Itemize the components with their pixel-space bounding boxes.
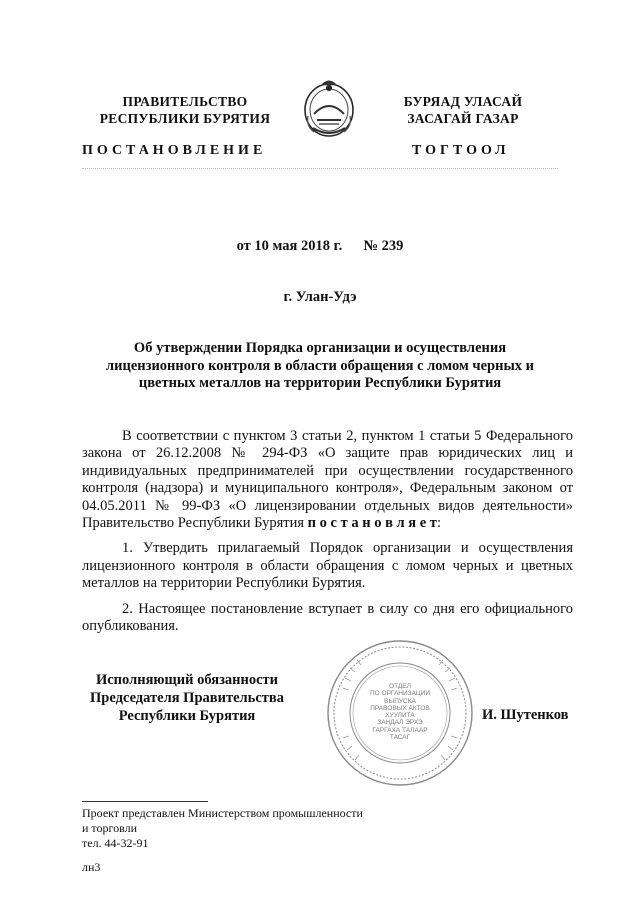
paragraph-item-1: 1. Утвердить прилагаемый Порядок организации и осуществления лицензионного контроля в области обращения с ломом черных и цветных металлов на территории Республики Бурятия. xyxy=(82,540,573,592)
signature-line3: Республики Бурятия xyxy=(118,708,256,724)
footer-note xyxy=(82,806,502,875)
doctype-right: ТОГТООЛ xyxy=(412,143,510,158)
stamp-line2: ПО ОРГАНИЗАЦИИ xyxy=(369,690,431,698)
header-divider xyxy=(82,168,558,169)
stamp-line7: ГАРГАХА ТАЛААР xyxy=(372,726,428,734)
official-stamp xyxy=(325,638,475,788)
signature-line1: Исполняющий обязанности xyxy=(95,672,279,688)
header-right xyxy=(378,93,548,127)
stamp-line3: ВЫПУСКА xyxy=(384,697,416,705)
signature-block xyxy=(82,671,292,725)
header-left-line1: ПРАВИТЕЛЬСТВО xyxy=(122,94,248,109)
header-right-line1: БУРЯАД УЛАСАЙ xyxy=(403,94,523,109)
signature-line2: Председателя Правительства xyxy=(90,690,284,706)
header-left-line2: РЕСПУБЛИКИ БУРЯТИЯ xyxy=(99,111,271,126)
footer-code: лн3 xyxy=(82,860,101,874)
header-left xyxy=(90,93,280,127)
footer-line3: тел. 44-32-91 xyxy=(82,836,149,850)
doc-number: № 239 xyxy=(363,238,404,254)
doc-date-row xyxy=(0,238,640,255)
stamp-line1: ОТДЕЛ xyxy=(389,683,411,690)
decree-colon: : xyxy=(436,515,441,532)
footer-line1: Проект представлен Министерством промышленности xyxy=(82,806,363,820)
paragraph-item-2: 2. Настоящее постановление вступает в силу со дня его официального опубликования. xyxy=(82,600,573,635)
doc-title-line2: лицензионного контроля в области обращения с ломом черных и xyxy=(105,357,535,374)
doc-title xyxy=(0,340,640,393)
footer-divider xyxy=(82,801,208,802)
footer-line2: и торговли xyxy=(82,821,138,835)
doc-title-line1: Об утверждении Порядка организации и осуществления xyxy=(133,340,507,356)
doctype-left: ПОСТАНОВЛЕНИЕ xyxy=(82,143,267,158)
stamp-line8: ТАСАГ xyxy=(389,734,411,742)
doc-title-line3: цветных металлов на территории Республики Бурятия xyxy=(138,375,502,391)
stamp-line6: ЗАНДАЛ ЭРХЭ xyxy=(377,719,423,727)
signer-name: И. Шутенков xyxy=(482,707,569,723)
doc-city: г. Улан-Удэ xyxy=(283,289,357,305)
decree-word: п о с т а н о в л я е т xyxy=(307,515,437,532)
header-right-line2: ЗАСАГАЙ ГАЗАР xyxy=(407,111,519,126)
stamp-line4: ПРАВОВЫХ АКТОВ xyxy=(370,704,430,712)
doc-date: от 10 мая 2018 г. xyxy=(236,238,343,254)
paragraph-preamble xyxy=(82,428,573,532)
preamble-text: В соответствии с пунктом 3 статьи 2, пунктом 1 статьи 5 Федерального закона от 26.12.2008 № 294-ФЗ «О защите прав юридических лиц и индивидуальных предпринимателей при осуществлении государственного контроля (надзора) и муниципального контроля», Федеральным законом от 04.05.2011 № 99-ФЗ «О лицензировании отдельных видов деятельности» Правительство Республики Бурятия xyxy=(82,428,573,532)
doc-body xyxy=(82,428,573,635)
stamp-text xyxy=(360,683,440,741)
stamp-line5: ХУУЛИТА xyxy=(385,712,415,720)
coat-of-arms-icon xyxy=(300,76,358,140)
